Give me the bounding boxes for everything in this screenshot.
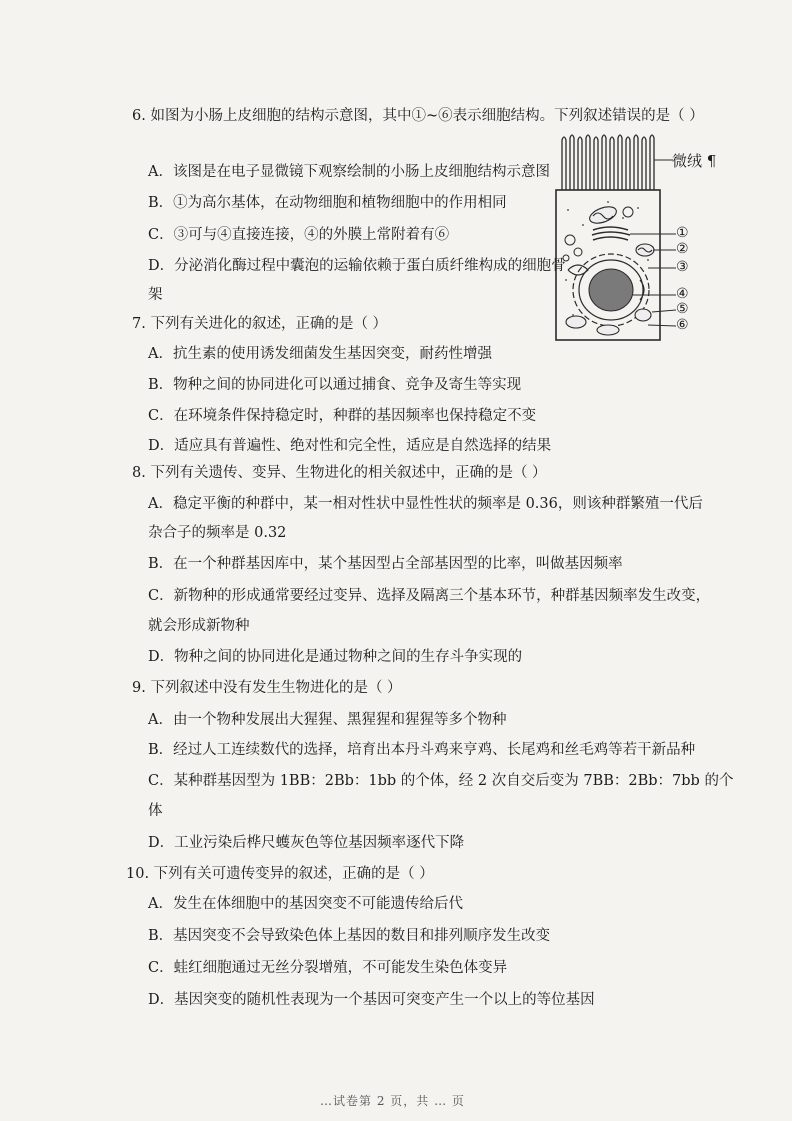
question-8-option-c: C．新物种的形成通常要经过变异、选择及隔离三个基本环节，种群基因频率发生改变， bbox=[148, 588, 711, 604]
question-8-option-c-cont: 就会形成新物种 bbox=[148, 618, 250, 634]
question-6-option-d-cont: 架 bbox=[148, 287, 163, 303]
question-8-option-a: A．稳定平衡的种群中，某一相对性状中显性性状的频率是 0.36，则该种群繁殖一代后 bbox=[148, 496, 703, 512]
question-7-option-c: C．在环境条件保持稳定时，种群的基因频率也保持稳定不变 bbox=[148, 408, 537, 424]
question-10-option-b: B．基因突变不会导致染色体上基因的数目和排列顺序发生改变 bbox=[148, 928, 551, 944]
question-9-option-b: B．经过人工连续数代的选择，培育出本丹斗鸡来亨鸡、长尾鸡和丝毛鸡等若干新品种 bbox=[148, 742, 696, 758]
question-6-option-c: C．③可与④直接连接，④的外膜上常附着有⑥ bbox=[148, 227, 450, 243]
question-7-option-a: A．抗生素的使用诱发细菌发生基因突变，耐药性增强 bbox=[148, 346, 492, 362]
question-7-option-b: B．物种之间的协同进化可以通过捕食、竞争及寄生等实现 bbox=[148, 377, 522, 393]
question-8-option-a-cont: 杂合子的频率是 0.32 bbox=[148, 525, 287, 541]
microvilli-label: 微绒 ¶ bbox=[672, 152, 717, 170]
structure-label-4: ④ bbox=[676, 286, 689, 302]
question-10-option-c: C．蛙红细胞通过无丝分裂增殖，不可能发生染色体变异 bbox=[148, 960, 508, 976]
question-9-option-c-cont: 体 bbox=[148, 803, 163, 819]
question-8-option-b: B．在一个种群基因库中，某个基因型占全部基因型的比率，叫做基因频率 bbox=[148, 556, 623, 572]
question-10-option-d: D．基因突变的随机性表现为一个基因可突变产生一个以上的等位基因 bbox=[148, 992, 595, 1008]
question-7-stem: 7. 下列有关进化的叙述，正确的是（ ） bbox=[132, 316, 388, 332]
page-footer: …试卷第 2 页，共 … 页 bbox=[320, 1094, 465, 1108]
structure-label-6: ⑥ bbox=[676, 317, 689, 333]
question-9-stem: 9. 下列叙述中没有发生生物进化的是（ ） bbox=[132, 680, 402, 696]
question-9-option-d: D．工业污染后桦尺蠖灰色等位基因频率逐代下降 bbox=[148, 835, 465, 851]
question-10-option-a: A．发生在体细胞中的基因突变不可能遗传给后代 bbox=[148, 896, 463, 912]
structure-label-1: ① bbox=[676, 225, 689, 241]
question-10-stem: 10. 下列有关可遗传变异的叙述，正确的是（ ） bbox=[126, 866, 434, 882]
question-6-stem: 6. 如图为小肠上皮细胞的结构示意图，其中①~⑥表示细胞结构。下列叙述错误的是（ ） bbox=[132, 108, 704, 124]
structure-label-2: ② bbox=[676, 241, 689, 257]
question-6-option-b: B．①为高尔基体，在动物细胞和植物细胞中的作用相同 bbox=[148, 195, 507, 211]
question-6-option-a: A．该图是在电子显微镜下观察绘制的小肠上皮细胞结构示意图 bbox=[148, 164, 550, 180]
structure-label-5: ⑤ bbox=[676, 301, 689, 317]
structure-label-3: ③ bbox=[676, 259, 689, 275]
question-8-stem: 8. 下列有关遗传、变异、生物进化的相关叙述中，正确的是（ ） bbox=[132, 465, 547, 481]
question-9-option-c: C．某种群基因型为 1BB：2Bb：1bb 的个体，经 2 次自交后变为 7BB：2Bb：7bb 的个 bbox=[148, 773, 734, 789]
question-7-option-d: D．适应具有普遍性、绝对性和完全性，适应是自然选择的结果 bbox=[148, 438, 552, 454]
question-6-option-d: D．分泌消化酶过程中囊泡的运输依赖于蛋白质纤维构成的细胞骨 bbox=[148, 258, 566, 274]
question-9-option-a: A．由一个物种发展出大猩猩、黑猩猩和猩猩等多个物种 bbox=[148, 712, 507, 728]
question-8-option-d: D．物种之间的协同进化是通过物种之间的生存斗争实现的 bbox=[148, 649, 523, 665]
intestinal-cell-figure bbox=[548, 130, 738, 345]
